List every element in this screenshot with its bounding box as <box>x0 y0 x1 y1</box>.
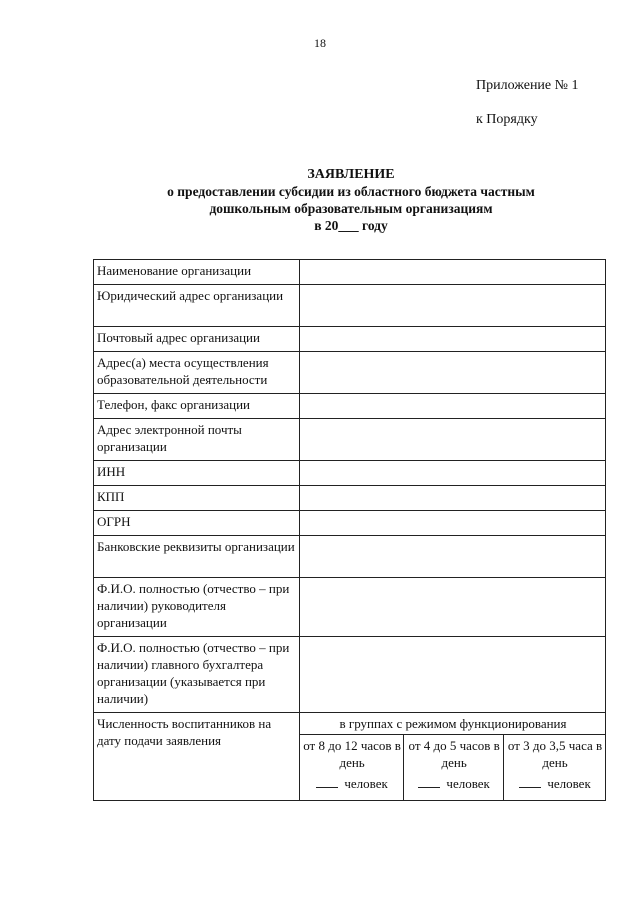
row-label: Адрес(а) места осуществления образовательной деятельности <box>94 352 300 394</box>
pupils-group-3-3-5[interactable] <box>504 735 606 801</box>
title-line-2: о предоставлении субсидии из областного бюджета частным <box>167 184 535 199</box>
row-label: Ф.И.О. полностью (отчество – при наличии) главного бухгалтера организации (указывается при наличии) <box>94 637 300 713</box>
row-value-field[interactable] <box>300 327 606 352</box>
row-label: Юридический адрес организации <box>94 285 300 327</box>
count-blank[interactable] <box>316 775 338 788</box>
appendix-number: Приложение № 1 <box>476 78 579 93</box>
table-row <box>94 486 606 511</box>
row-label: Почтовый адрес организации <box>94 327 300 352</box>
unit-label: человек <box>547 776 591 791</box>
row-value-field[interactable] <box>300 352 606 394</box>
table-row <box>94 536 606 578</box>
row-value-field[interactable] <box>300 578 606 637</box>
row-label: КПП <box>94 486 300 511</box>
row-label: Адрес электронной почты организации <box>94 419 300 461</box>
document-title <box>96 166 606 234</box>
pupils-count-label: Численность воспитанников на дату подачи заявления <box>94 713 300 801</box>
title-line-4: в 20___ году <box>314 218 388 233</box>
title-main: ЗАЯВЛЕНИЕ <box>307 167 395 182</box>
group-mode-label: от 8 до 12 часов в день <box>303 738 401 770</box>
title-line-3: дошкольным образовательным организациям <box>209 201 493 216</box>
row-value-field[interactable] <box>300 486 606 511</box>
application-form-table <box>93 259 606 801</box>
groups-mode-header: в группах с режимом функционирования <box>300 713 606 735</box>
appendix-reference: к Порядку <box>476 112 538 127</box>
table-row <box>94 352 606 394</box>
group-mode-label: от 4 до 5 часов в день <box>408 738 500 770</box>
row-label: ОГРН <box>94 511 300 536</box>
row-value-field[interactable] <box>300 394 606 419</box>
row-value-field[interactable] <box>300 511 606 536</box>
table-row <box>94 285 606 327</box>
row-value-field[interactable] <box>300 536 606 578</box>
row-value-field[interactable] <box>300 419 606 461</box>
count-blank[interactable] <box>519 775 541 788</box>
table-row <box>94 637 606 713</box>
table-row <box>94 461 606 486</box>
table-row <box>94 327 606 352</box>
row-label: Ф.И.О. полностью (отчество – при наличии) руководителя организации <box>94 578 300 637</box>
row-value-field[interactable] <box>300 285 606 327</box>
row-label: ИНН <box>94 461 300 486</box>
unit-label: человек <box>446 776 490 791</box>
row-label: Наименование организации <box>94 260 300 285</box>
table-row <box>94 394 606 419</box>
pupils-header-row <box>94 713 606 735</box>
row-value-field[interactable] <box>300 461 606 486</box>
page-number: 18 <box>314 36 326 50</box>
row-label: Банковские реквизиты организации <box>94 536 300 578</box>
group-mode-label: от 3 до 3,5 часа в день <box>507 738 603 770</box>
table-row <box>94 260 606 285</box>
pupils-group-8-12[interactable] <box>300 735 404 801</box>
table-row <box>94 511 606 536</box>
row-value-field[interactable] <box>300 637 606 713</box>
table-row <box>94 419 606 461</box>
row-value-field[interactable] <box>300 260 606 285</box>
table-row <box>94 578 606 637</box>
row-label: Телефон, факс организации <box>94 394 300 419</box>
unit-label: человек <box>344 776 388 791</box>
pupils-group-4-5[interactable] <box>404 735 504 801</box>
count-blank[interactable] <box>418 775 440 788</box>
